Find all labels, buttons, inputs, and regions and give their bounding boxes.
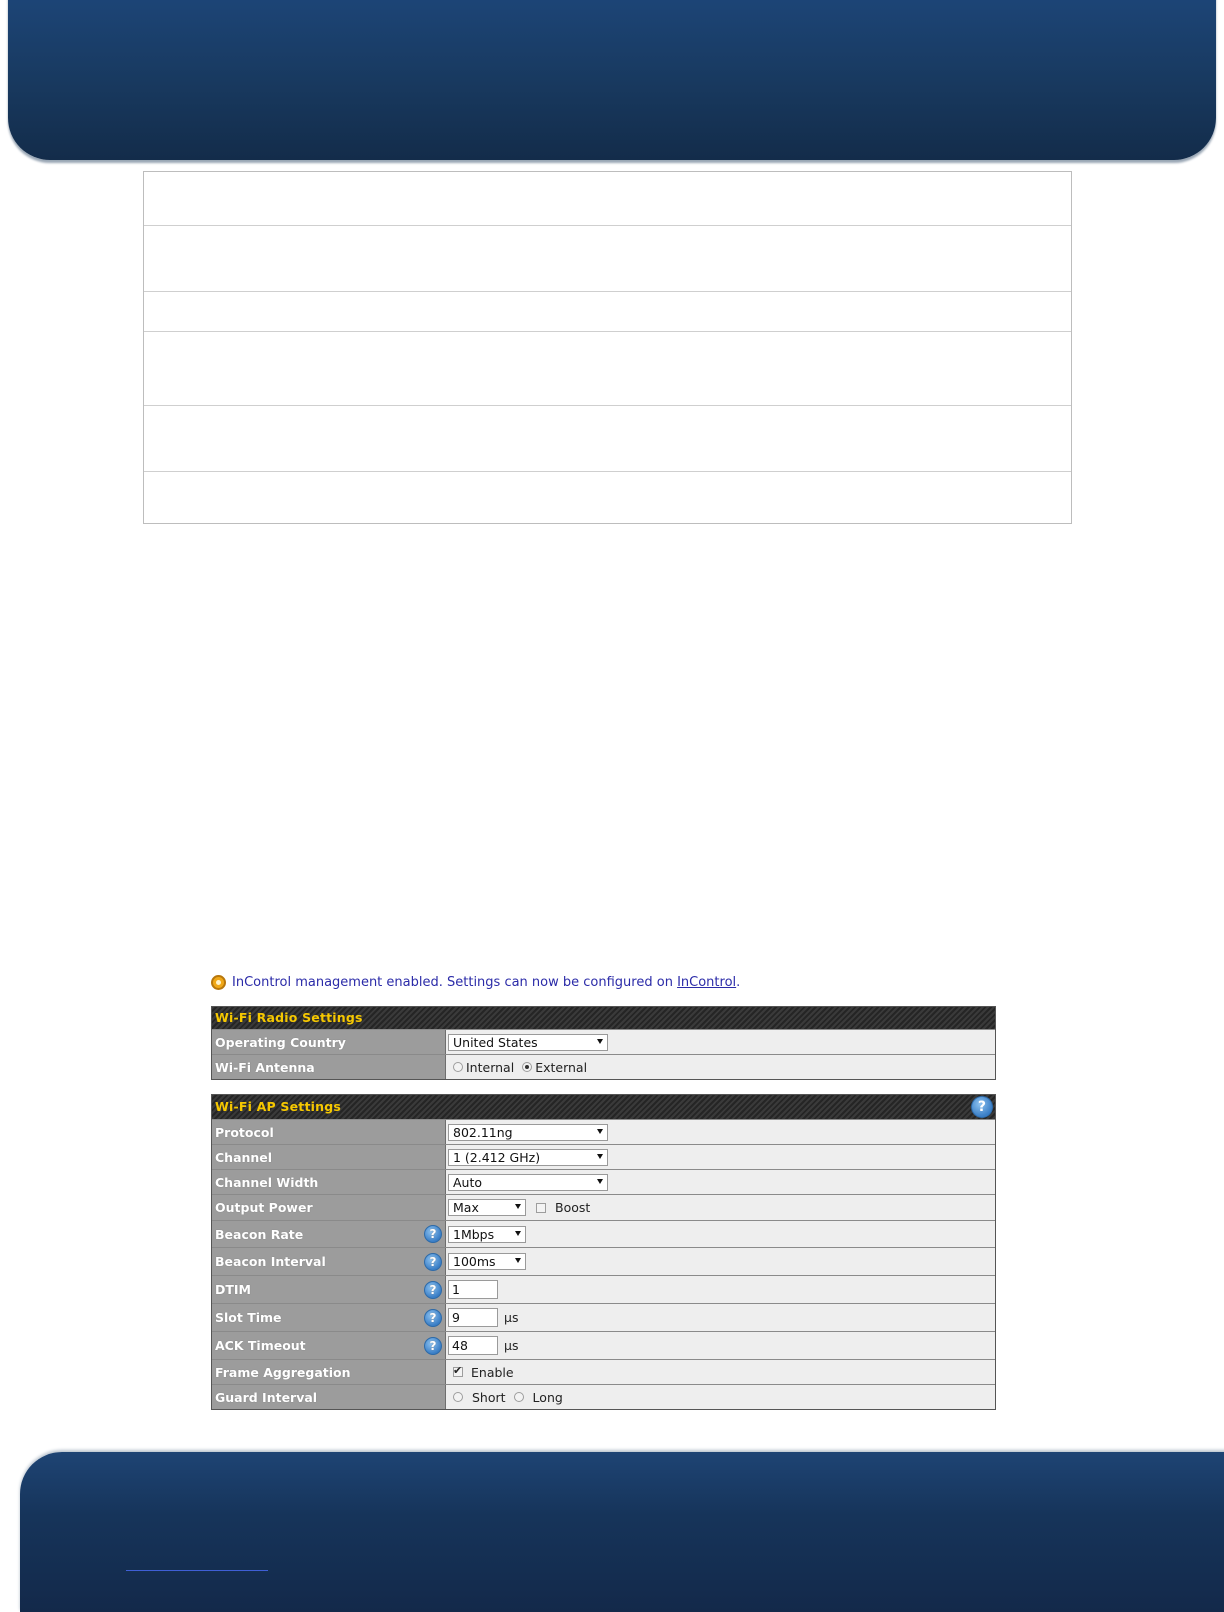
row-operating-country xyxy=(212,1029,995,1054)
dtim-input[interactable]: 1 xyxy=(448,1280,498,1299)
label-text: ACK Timeout xyxy=(215,1338,306,1353)
chevron-down-icon xyxy=(597,1129,603,1134)
row-label xyxy=(212,1221,446,1247)
chevron-down-icon xyxy=(515,1258,521,1263)
row-channel xyxy=(212,1144,995,1169)
empty-table xyxy=(143,171,1072,524)
row-frame-aggregation xyxy=(212,1359,995,1384)
help-icon[interactable]: ? xyxy=(424,1281,442,1299)
guard-long-radio[interactable] xyxy=(514,1392,524,1402)
row-label: Operating Country xyxy=(212,1030,446,1054)
panel-title: Wi-Fi AP Settings xyxy=(215,1099,342,1114)
row-wifi-antenna xyxy=(212,1054,995,1079)
boost-checkbox[interactable] xyxy=(536,1203,546,1213)
checkmark-icon: ✔ xyxy=(453,1364,463,1377)
row-label: Frame Aggregation xyxy=(212,1360,446,1384)
row-label: Guard Interval xyxy=(212,1385,446,1409)
panel-header xyxy=(212,1095,995,1119)
chevron-down-icon xyxy=(597,1154,603,1159)
select-value: Auto xyxy=(453,1174,483,1190)
incontrol-link[interactable]: InControl xyxy=(677,975,737,990)
label-text: Beacon Rate xyxy=(215,1226,304,1242)
protocol-select[interactable] xyxy=(448,1124,608,1141)
radio-label: Long xyxy=(532,1389,563,1405)
checkbox-label: Enable xyxy=(471,1364,514,1380)
table-row-divider xyxy=(144,291,1071,292)
row-label: Channel xyxy=(212,1145,446,1169)
row-protocol xyxy=(212,1119,995,1144)
unit-label: μs xyxy=(504,1338,519,1353)
row-label: Protocol xyxy=(212,1120,446,1144)
notice-text: InControl management enabled. Settings can now be configured on xyxy=(232,975,673,990)
table-row-divider xyxy=(144,225,1071,226)
row-ack-timeout xyxy=(212,1331,995,1359)
select-value: 802.11ng xyxy=(453,1124,513,1140)
unit-label: μs xyxy=(504,1310,519,1325)
radio-label: Short xyxy=(472,1389,506,1405)
row-guard-interval xyxy=(212,1384,995,1409)
channel-width-select[interactable] xyxy=(448,1174,608,1191)
row-label: Wi-Fi Antenna xyxy=(212,1055,446,1079)
guard-short-radio[interactable] xyxy=(453,1392,463,1402)
chevron-down-icon xyxy=(597,1179,603,1184)
frame-aggregation-checkbox[interactable] xyxy=(453,1364,463,1377)
wifi-radio-settings-panel xyxy=(211,1006,996,1080)
radio-label: Internal xyxy=(466,1059,515,1075)
row-beacon-interval xyxy=(212,1247,995,1275)
row-channel-width xyxy=(212,1169,995,1194)
select-value: 1 (2.412 GHz) xyxy=(453,1149,541,1165)
panel-title: Wi-Fi Radio Settings xyxy=(212,1007,995,1029)
output-power-select[interactable] xyxy=(448,1199,526,1216)
row-output-power xyxy=(212,1194,995,1220)
row-label xyxy=(212,1276,446,1303)
antenna-internal-radio[interactable] xyxy=(453,1062,463,1072)
antenna-external-radio[interactable] xyxy=(522,1062,532,1072)
channel-select[interactable] xyxy=(448,1149,608,1166)
checkbox-label: Boost xyxy=(555,1200,591,1215)
gear-icon xyxy=(211,975,226,990)
notice-suffix: . xyxy=(736,975,741,990)
row-label xyxy=(212,1332,446,1359)
beacon-interval-select[interactable] xyxy=(448,1253,526,1270)
label-text: Slot Time xyxy=(215,1310,282,1325)
label-text: DTIM xyxy=(215,1282,251,1297)
help-icon[interactable]: ? xyxy=(424,1225,442,1243)
operating-country-select[interactable] xyxy=(448,1034,608,1051)
chevron-down-icon xyxy=(597,1039,603,1044)
row-beacon-rate xyxy=(212,1220,995,1247)
bottom-banner xyxy=(20,1452,1224,1612)
wifi-ap-settings-panel xyxy=(211,1094,996,1410)
row-label xyxy=(212,1304,446,1331)
help-icon[interactable]: ? xyxy=(971,1096,993,1118)
help-icon[interactable]: ? xyxy=(424,1309,442,1327)
select-value: 1Mbps xyxy=(453,1226,495,1242)
chevron-down-icon xyxy=(515,1231,521,1236)
select-value: 100ms xyxy=(453,1254,496,1269)
beacon-rate-select[interactable] xyxy=(448,1226,526,1243)
table-row-divider xyxy=(144,471,1071,472)
row-dtim xyxy=(212,1275,995,1303)
help-icon[interactable]: ? xyxy=(424,1337,442,1355)
radio-label: External xyxy=(535,1059,588,1075)
select-value: United States xyxy=(453,1034,538,1050)
select-value: Max xyxy=(453,1200,479,1215)
help-icon[interactable]: ? xyxy=(424,1253,442,1271)
top-banner xyxy=(8,0,1216,160)
row-label: Channel Width xyxy=(212,1170,446,1194)
row-label xyxy=(212,1248,446,1275)
label-text: Beacon Interval xyxy=(215,1254,326,1269)
ack-timeout-input[interactable]: 48 xyxy=(448,1336,498,1355)
table-row-divider xyxy=(144,331,1071,332)
footer-link-underline[interactable] xyxy=(126,1570,268,1571)
row-label: Output Power xyxy=(212,1195,446,1220)
row-slot-time xyxy=(212,1303,995,1331)
slot-time-input[interactable]: 9 xyxy=(448,1308,498,1327)
incontrol-notice xyxy=(211,975,740,990)
chevron-down-icon xyxy=(515,1204,521,1209)
table-row-divider xyxy=(144,405,1071,406)
